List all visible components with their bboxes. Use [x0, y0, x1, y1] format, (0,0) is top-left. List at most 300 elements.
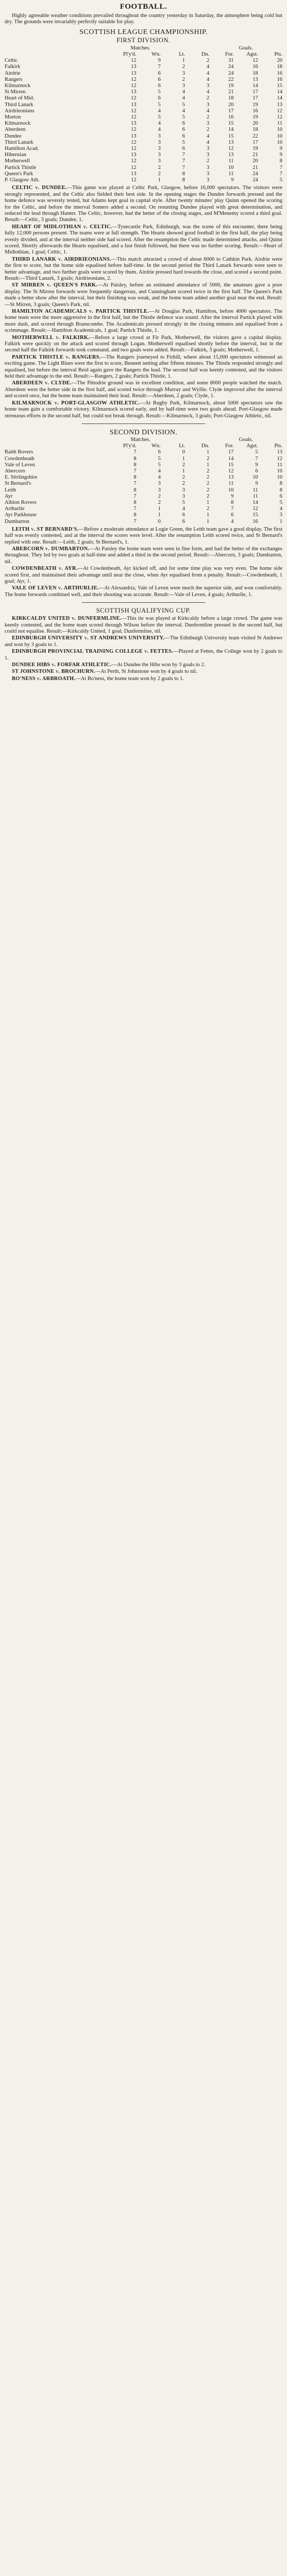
match-report [5, 185, 282, 223]
standings-row [5, 64, 282, 70]
stat-cell: 3 [207, 152, 210, 158]
match-report-text: —At Perth, St Johnstone won by 4 goals to nil. [95, 669, 197, 675]
team-name: Airdrieonians [5, 108, 35, 114]
div1-col-won: Wn. [151, 52, 161, 58]
standings-row [5, 456, 282, 462]
stat-cell: 9 [231, 177, 234, 183]
div1-col-against: Agst. [246, 52, 258, 58]
stat-cell: 4 [158, 127, 161, 133]
stat-cell: 12 [131, 58, 137, 64]
match-report-title: KIRKCALDY UNITED v. DUNFERMLINE. [12, 616, 122, 622]
stat-cell: 12 [131, 177, 137, 183]
team-name: Rangers [5, 76, 23, 82]
stat-cell: 3 [207, 146, 210, 152]
stat-cell: 24 [228, 64, 234, 70]
standings-row [5, 487, 282, 494]
stat-cell: 20 [252, 121, 258, 127]
stat-cell: 6 [158, 76, 161, 82]
match-report-text: —This match attracted a crowd of about 6000 to Cathkin Park. Airdrie were the first to score, but the home side equalised before half-time. In the second period the Third Lanark forwards were seen to better advantage, and two further goals were scored by them. Airdrie pressed hard towards the close, and scored a second point. Result:—Third Lanark, 3 goals; Airdrieonians, 2. [5, 256, 283, 281]
match-report [5, 282, 282, 308]
stat-cell: 10 [252, 474, 258, 481]
stat-cell: 5 [279, 177, 282, 183]
stat-cell: 8 [182, 177, 185, 183]
stat-cell: 20 [228, 101, 234, 108]
match-report [5, 546, 282, 565]
div1-goals-group: Goals. [239, 45, 253, 51]
stat-cell: 0 [158, 518, 161, 524]
stat-cell: 6 [182, 518, 185, 524]
stat-cell: 2 [207, 506, 210, 512]
div2-col-lost: Lt. [179, 443, 185, 449]
div1-subheading: FIRST DIVISION. [116, 36, 171, 44]
standings-row [5, 449, 282, 455]
match-report-text: —At Douglas Park, Hamilton, before 4000 spectators. The home team were the more aggressive in the first half, but the Thistle defence was sound. After the interval Partick played with more dash, and scored through Branscombe. The Academicals pressed strongly in the closing minutes and equalised from a scrimmage. Result:—Hamilton Academicals, 1 goal; Partick Thistle, 1. [5, 309, 283, 334]
stat-cell: 5 [158, 114, 161, 121]
stat-cell: 7 [133, 481, 137, 487]
standings-row [5, 474, 282, 481]
stat-cell: 13 [131, 171, 137, 177]
standings-row [5, 133, 282, 140]
stat-cell: 7 [255, 455, 258, 462]
stat-cell: 3 [207, 164, 210, 171]
div1-table [5, 45, 282, 183]
standings-row [5, 519, 282, 525]
match-report-text: —Before a large crowd at Fir Park, Motherwell, the visitors gave a capital display. Falkirk were quickly on the attack and scored through Logan. Motherwell equalised shortly before the interval, but in the second half the Falkirk forwards took command, and two goals were added. Result:—Falkirk, 3 goals; Motherwell, 1. [5, 334, 282, 353]
stat-cell: 19 [228, 83, 234, 89]
standings-row [5, 77, 282, 83]
match-report-text: —The Edinburgh University team visited St Andrews and won by 3 goals to 1. [5, 635, 282, 648]
stat-cell: 4 [207, 133, 210, 139]
match-report-title: DUNDEE HIBS v. FORFAR ATHLETIC. [12, 662, 112, 668]
match-report-title: EDINBURGH PROVINCIAL TRAINING COLLEGE v. FETTES. [12, 649, 173, 655]
match-report-text: —At Alexandria, Vale of Leven were much the superior side, and won comfortably. The home forwards combined well, and their shooting was accurate. Result:—Vale of Leven, 4 goals; Arthurlie, 1. [5, 585, 282, 598]
stat-cell: 2 [207, 127, 210, 133]
cup-divider [82, 602, 205, 603]
stat-cell: 12 [131, 108, 137, 114]
team-name: Vale of Leven [5, 462, 35, 468]
team-name: Arthurlie [5, 506, 25, 512]
stat-cell: 31 [228, 58, 234, 64]
stat-cell: 8 [133, 487, 137, 493]
stat-cell: 2 [158, 493, 161, 499]
stat-cell: 10 [277, 133, 282, 139]
stat-cell: 5 [255, 449, 258, 455]
team-name: Motherwell [5, 158, 30, 164]
stat-cell: 4 [207, 89, 210, 95]
stat-cell: 2 [158, 164, 161, 171]
stat-cell: 4 [231, 518, 234, 524]
team-name: Albion Rovers [5, 499, 37, 505]
stat-cell: 14 [277, 95, 282, 101]
stat-cell: 4 [182, 108, 185, 114]
stat-cell: 15 [228, 121, 234, 127]
stat-cell: 12 [131, 146, 137, 152]
cup-reports [5, 616, 282, 682]
stat-cell: 6 [279, 493, 282, 499]
standings-row [5, 171, 282, 177]
div2-table [5, 437, 282, 525]
stat-cell: 7 [133, 506, 137, 512]
stat-cell: 1 [207, 518, 210, 524]
stat-cell: 1 [207, 449, 210, 455]
match-report-title: ST JOHNSTONE v. BROCHURN. [12, 669, 95, 675]
stat-cell: 7 [231, 506, 234, 512]
stat-cell: 3 [207, 83, 210, 89]
newspaper-column [5, 2, 282, 682]
match-report-title: EDINBURGH UNIVERSITY v. ST ANDREWS UNIVERSITY. [12, 635, 165, 641]
stat-cell: 18 [252, 70, 258, 76]
stat-cell: 17 [228, 108, 234, 114]
div2-matches-group: Matches. [130, 436, 150, 443]
stat-cell: 13 [131, 152, 137, 158]
div2-reports [5, 527, 282, 598]
stat-cell: 13 [228, 139, 234, 145]
standings-row [5, 494, 282, 500]
stat-cell: 1 [158, 506, 161, 512]
stat-cell: 7 [133, 449, 137, 455]
team-name: Third Lanark [5, 101, 33, 108]
stat-cell: 13 [131, 70, 137, 76]
stat-cell: 22 [252, 133, 258, 139]
stat-cell: 4 [207, 139, 210, 145]
stat-cell: 12 [131, 114, 137, 121]
stat-cell: 24 [252, 171, 258, 177]
stat-cell: 1 [158, 177, 161, 183]
stat-cell: 13 [131, 64, 137, 70]
match-report-text: —Played at Fettes, the College won by 2 goals to 1. [5, 649, 283, 661]
stat-cell: 11 [228, 158, 234, 164]
stat-cell: 7 [182, 152, 185, 158]
standings-row [5, 165, 282, 171]
stat-cell: 12 [131, 139, 137, 145]
stat-cell: 12 [131, 158, 137, 164]
stat-cell: 8 [279, 487, 282, 493]
match-report [5, 354, 282, 380]
stat-cell: 4 [182, 95, 185, 101]
match-report-title: BO'NESS v. ARBROATH. [12, 675, 76, 682]
div2-col-points: Pts. [274, 443, 282, 449]
stat-cell: 4 [182, 89, 185, 95]
standings-row [5, 158, 282, 164]
match-report-title: ABERCORN v. DUMBARTON. [12, 546, 90, 552]
stat-cell: 10 [277, 468, 282, 474]
match-report [5, 635, 282, 648]
div2-table-body [5, 449, 282, 524]
match-report-title: THIRD LANARK v. AIRDRIEONIANS. [12, 256, 111, 262]
stat-cell: 11 [277, 121, 282, 127]
stat-cell: 11 [252, 493, 258, 499]
standings-row [5, 108, 282, 114]
match-report [5, 649, 282, 662]
match-report [5, 566, 282, 585]
stat-cell: 4 [158, 121, 161, 127]
stat-cell: 21 [228, 89, 234, 95]
div1-col-played: Pl'y'd. [123, 52, 137, 58]
stat-cell: 2 [182, 462, 185, 468]
stat-cell: 6 [182, 133, 185, 139]
stat-cell: 13 [252, 76, 258, 82]
stat-cell: 13 [228, 474, 234, 481]
stat-cell: 6 [182, 127, 185, 133]
stat-cell: 10 [277, 127, 282, 133]
stat-cell: 13 [131, 89, 137, 95]
team-name: Heart of Mid. [5, 95, 35, 101]
match-report-text: —This tie was played at Kirkcaldy before a large crowd. The game was keenly contested, and the home team scored through Wilson before the interval. Dunfermline pressed in the second half, but could not equalise. Result:—Kirkcaldy United, 1 goal; Dunfermline, nil. [5, 616, 282, 635]
stat-cell: 11 [228, 481, 234, 487]
stat-cell: 2 [207, 481, 210, 487]
div1-col-for: For. [225, 52, 234, 58]
stat-cell: 1 [207, 499, 210, 505]
match-report-text: —The Pittodrie ground was in excellent condition, and some 8000 people watched the match. Aberdeen were the better side in the first half, and scored twice through Murray and Wyllie. Clyde improved after the interval and scored once, but the home team maintained their lead. Result:—Aberdeen, 2 goals; Clyde, 1. [5, 380, 282, 399]
match-report-title: PARTICK THISTLE v. RANGERS. [12, 354, 101, 360]
team-name: Hibernian [5, 152, 26, 158]
match-report-title: HAMILTON ACADEMICALS v. PARTICK THISTLE. [12, 309, 149, 314]
team-name: Dumbarton [5, 518, 29, 524]
match-report-text: —At Rugby Park, Kilmarnock, about 5000 spectators saw the home team gain a comfortable victory. Kilmarnock scored early, and by half-time were two goals ahead. Port-Glasgow made strenuous efforts in the second half, but could not break through. Result:—Kilmarnock, 3 goals; Port-Glasgow Athletic, nil. [5, 400, 283, 419]
standings-row [5, 152, 282, 158]
stat-cell: 2 [207, 158, 210, 164]
stat-cell: 9 [231, 493, 234, 499]
stat-cell: 8 [133, 462, 137, 468]
match-report-title: ST MIRREN v. QUEEN'S PARK. [12, 282, 97, 289]
standings-row [5, 462, 282, 468]
stat-cell: 9 [158, 58, 161, 64]
stat-cell: 24 [252, 177, 258, 183]
stat-cell: 17 [228, 449, 234, 455]
match-report-title: KILMARNOCK v. PORT-GLASGOW ATHLETIC. [12, 400, 140, 406]
stat-cell: 6 [158, 83, 161, 89]
stat-cell: 2 [207, 114, 210, 121]
stat-cell: 15 [228, 133, 234, 139]
team-name: Abercorn [5, 468, 25, 474]
match-report-text: —Tynecastle Park, Edinburgh, was the scene of this encounter, there being fully 12,000 persons present. The teams were at full strength. The Hearts showed good football in the first half, the play being evenly divided, and at the interval neither side had scored. After the resumption the Celtic made determined attacks, and Quinn scored. Shortly afterwards the Hearts equalised, and a fast finish followed, but there was no further scoring. Result:—Heart of Midlothian, 1 goal; Celtic, 1. [5, 224, 282, 256]
match-report [5, 257, 282, 282]
stat-cell: 8 [279, 481, 282, 487]
stat-cell: 12 [228, 146, 234, 152]
stat-cell: 3 [207, 121, 210, 127]
stat-cell: 2 [207, 95, 210, 101]
match-report-text: —The Rangers journeyed to Firhill, where about 15,000 spectators witnessed an exciting game. The Light Blues were the first to score, Bennett netting after fifteen minutes. The Thistle responded strongly and equalised, but before the interval Reid again gave the Rangers the lead. The second half was keenly contested, and the visitors held their advantage to the end. Result:—Rangers, 2 goals; Partick Thistle, 1. [5, 354, 283, 380]
stat-cell: 9 [255, 481, 258, 487]
stat-cell: 5 [279, 499, 282, 505]
stat-cell: 5 [182, 139, 185, 145]
stat-cell: 7 [182, 164, 185, 171]
standings-row [5, 71, 282, 77]
team-name: Aberdeen [5, 127, 26, 133]
stat-cell: 2 [158, 499, 161, 505]
match-report-title: HEART OF MIDLOTHIAN v. CELTIC. [12, 224, 112, 230]
match-report [5, 527, 282, 546]
div1-col-lost: Lt. [179, 52, 185, 58]
team-name: Kilmarnock [5, 121, 31, 127]
stat-cell: 4 [207, 70, 210, 76]
div2-col-against: Agst. [246, 443, 258, 449]
stat-cell: 12 [277, 108, 282, 114]
stat-cell: 24 [228, 70, 234, 76]
stat-cell: 3 [158, 481, 161, 487]
match-report [5, 662, 282, 668]
match-report-title: CELTIC v. DUNDEE. [12, 185, 67, 191]
stat-cell: 7 [158, 64, 161, 70]
stat-cell: 14 [277, 89, 282, 95]
stat-cell: 2 [182, 76, 185, 82]
stat-cell: 1 [207, 512, 210, 518]
match-report-text: —At Paisley the home team were seen in fine form, and had the better of the exchanges throughout. They led by two goals at half-time and added a third in the second period. Result:—Abercorn, 3 goals; Dumbarton, nil. [5, 546, 283, 565]
cup-heading: SCOTTISH QUALIFYING CUP. [96, 607, 191, 615]
match-report [5, 400, 282, 419]
stat-cell: 3 [182, 493, 185, 499]
match-report-text: —Before a moderate attendance at Logie Green, the Leith team gave a good display. The first half was evenly contested, and at the interval the scores were level. After the resumption Leith scored twice, and St Bernard's replied with one. Result:—Leith, 2 goals; St Bernard's, 1. [5, 526, 282, 545]
stat-cell: 1 [279, 518, 282, 524]
stat-cell: 13 [228, 152, 234, 158]
standings-row [5, 83, 282, 89]
stat-cell: 3 [158, 152, 161, 158]
team-name: Morton [5, 114, 21, 121]
team-name: Partick Thistle [5, 164, 37, 171]
stat-cell: 9 [255, 462, 258, 468]
standings-row [5, 512, 282, 518]
team-name: St Mirren [5, 89, 26, 95]
standings-row [5, 506, 282, 512]
div2-col-played: Pl'y'd. [123, 443, 137, 449]
stat-cell: 12 [277, 114, 282, 121]
stat-cell: 17 [252, 89, 258, 95]
stat-cell: 2 [207, 474, 210, 481]
stat-cell: 5 [182, 101, 185, 108]
team-name: P. Glasgow Ath. [5, 177, 40, 183]
match-report-title: VALE OF LEVEN v. ARTHURLIE. [12, 585, 99, 591]
stat-cell: 6 [182, 512, 185, 518]
stat-cell: 18 [277, 64, 282, 70]
stat-cell: 3 [182, 83, 185, 89]
team-name: Ayr [5, 493, 13, 499]
stat-cell: 12 [131, 127, 137, 133]
stat-cell: 17 [252, 139, 258, 145]
stat-cell: 13 [277, 101, 282, 108]
team-name: Airdrie [5, 70, 21, 76]
div2-heading: SECOND DIVISION. [109, 428, 178, 436]
stat-cell: 1 [182, 455, 185, 462]
stat-cell: 4 [158, 474, 161, 481]
stat-cell: 19 [252, 114, 258, 121]
match-report-title: MOTHERWELL v. FALKIRK. [12, 334, 90, 341]
stat-cell: 11 [228, 171, 234, 177]
match-report [5, 676, 282, 682]
stat-cell: 6 [231, 512, 234, 518]
match-report [5, 669, 282, 675]
stat-cell: 12 [228, 468, 234, 474]
stat-cell: 17 [252, 95, 258, 101]
stat-cell: 7 [279, 171, 282, 177]
standings-row [5, 89, 282, 95]
team-name: Queen's Park [5, 171, 33, 177]
stat-cell: 14 [228, 127, 234, 133]
stat-cell: 16 [228, 114, 234, 121]
stat-cell: 10 [277, 474, 282, 481]
stat-cell: 4 [182, 506, 185, 512]
stat-cell: 7 [133, 518, 137, 524]
stat-cell: 4 [207, 64, 210, 70]
stat-cell: 7 [182, 158, 185, 164]
stat-cell: 20 [252, 158, 258, 164]
match-report-text: —At Cowdenbeath, Ayr kicked off, and for some time play was very even. The home side scored first, and maintained their advantage until near the close, when Ayr equalised from a penalty. Result:—Cowdenbeath, 1 goal; Ayr, 1. [5, 566, 282, 584]
stat-cell: 16 [252, 108, 258, 114]
stat-cell: 8 [133, 512, 137, 518]
stat-cell: 3 [207, 171, 210, 177]
standings-row [5, 102, 282, 108]
stat-cell: 15 [228, 462, 234, 468]
stat-cell: 2 [207, 493, 210, 499]
div2-col-for: For. [225, 443, 234, 449]
stat-cell: 16 [252, 64, 258, 70]
stat-cell: 6 [182, 121, 185, 127]
stat-cell: 5 [158, 462, 161, 468]
stat-cell: 10 [228, 487, 234, 493]
team-name: St Bernard's [5, 481, 31, 487]
div1-table-body [5, 58, 282, 183]
match-report-text: —This game was played at Celtic Park, Glasgow, before 16,000 spectators. The visitors were strongly represented, and the Celtic also fielded their best side. In the opening stages the Dundee forwards pressed and the home defence was severely tested, but Adams kept goal in capital style. After twenty minutes' play Quinn opened the scoring for the Celtic, and before the interval Somers added a second. On resuming Dundee played with great determination, and reduced the lead through Hunter. The Celtic, however, had the better of the closing stages, and M'Menemy scored a third goal. Result:—Celtic, 3 goals; Dundee, 1. [5, 185, 283, 223]
stat-cell: 4 [207, 76, 210, 82]
standings-row [5, 500, 282, 506]
team-name: Leith [5, 487, 16, 493]
stat-cell: 18 [252, 127, 258, 133]
stat-cell: 2 [207, 455, 210, 462]
stat-cell: 6 [158, 70, 161, 76]
match-report-text: —At Bo'ness, the home team won by 2 goals to 1. [75, 675, 184, 682]
stat-cell: 19 [252, 146, 258, 152]
div1-col-drawn: Dn. [201, 52, 210, 58]
stat-cell: 4 [158, 108, 161, 114]
stat-cell: 14 [252, 83, 258, 89]
stat-cell: 1 [182, 468, 185, 474]
stat-cell: 7 [133, 493, 137, 499]
stat-cell: 18 [228, 95, 234, 101]
stat-cell: 2 [182, 474, 185, 481]
standings-row [5, 127, 282, 133]
stat-cell: 4 [279, 506, 282, 512]
stat-cell: 3 [158, 133, 161, 139]
standings-row [5, 95, 282, 101]
stat-cell: 9 [279, 152, 282, 158]
team-name: E. Stirlingshire [5, 474, 38, 481]
div1-matches-group: Matches. [130, 45, 150, 51]
stat-cell: 3 [182, 70, 185, 76]
stat-cell: 16 [277, 76, 282, 82]
stat-cell: 21 [252, 164, 258, 171]
stat-cell: 20 [277, 58, 282, 64]
stat-cell: 6 [182, 146, 185, 152]
stat-cell: 13 [131, 121, 137, 127]
stat-cell: 5 [158, 101, 161, 108]
standings-row [5, 114, 282, 121]
stat-cell: 2 [158, 171, 161, 177]
match-report [5, 335, 282, 354]
team-name: Dundee [5, 133, 22, 139]
stat-cell: 2 [207, 468, 210, 474]
stat-cell: 14 [228, 455, 234, 462]
div2-goals-group: Goals. [239, 436, 253, 443]
stat-cell: 6 [158, 449, 161, 455]
stat-cell: 8 [231, 499, 234, 505]
stat-cell: 9 [279, 146, 282, 152]
stat-cell: 3 [207, 101, 210, 108]
stat-cell: 3 [158, 158, 161, 164]
stat-cell: 13 [131, 133, 137, 139]
match-report-title: ABERDEEN v. CLYDE. [12, 380, 72, 386]
stat-cell: 5 [158, 455, 161, 462]
team-name: Third Lanark [5, 139, 33, 145]
stat-cell: 3 [158, 487, 161, 493]
